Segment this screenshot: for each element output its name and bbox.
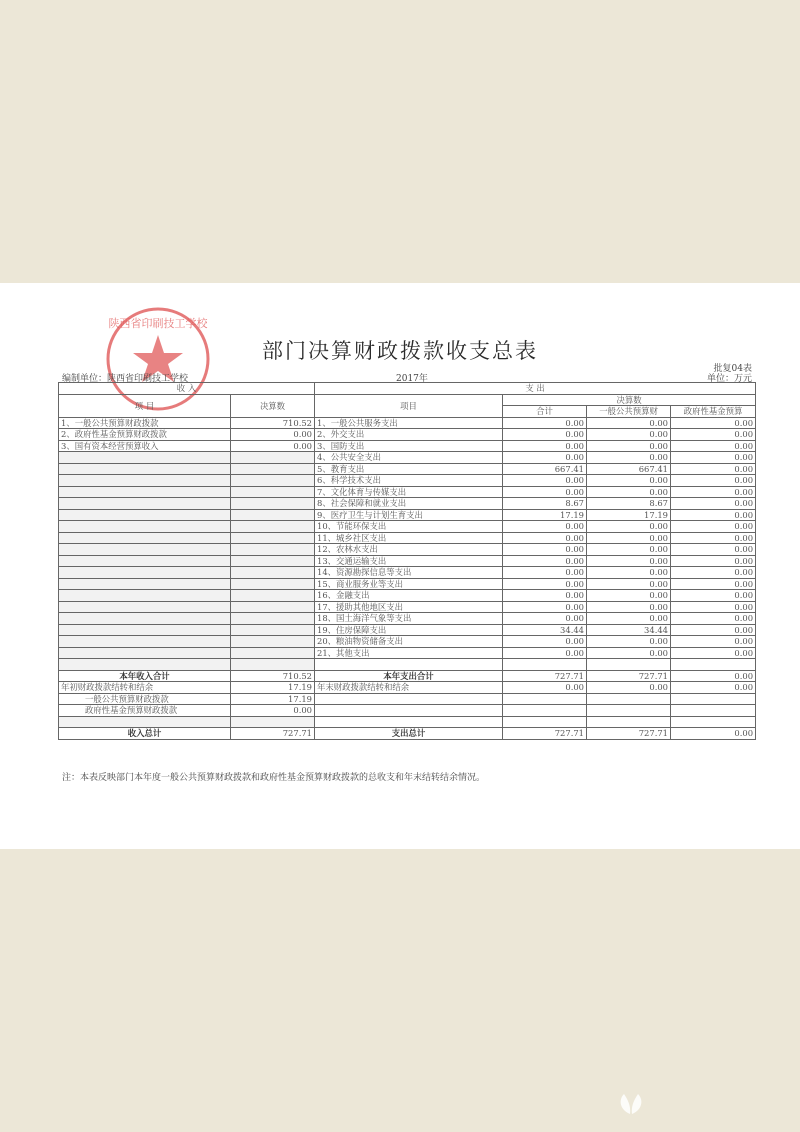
income-value-cell: 0.00 (231, 705, 315, 717)
expense-final-header: 决算数 (503, 394, 756, 406)
expense-fund-cell (671, 693, 756, 705)
expense-fund-cell: 0.00 (671, 463, 756, 475)
expense-total-cell: 0.00 (503, 682, 587, 694)
expense-item-cell (315, 705, 503, 717)
unit-label: 单位：万元 (706, 374, 752, 384)
income-item-cell (59, 567, 231, 579)
income-item-cell (59, 463, 231, 475)
table-row (59, 590, 756, 602)
income-value-cell (231, 555, 315, 567)
table-row (59, 567, 756, 579)
expense-fund-cell: 0.00 (671, 647, 756, 659)
expense-total-cell: 0.00 (503, 567, 587, 579)
watermark-leaf-icon (616, 1092, 646, 1116)
expense-general-cell: 0.00 (587, 647, 671, 659)
expense-fund-cell: 0.00 (671, 636, 756, 648)
income-value-cell: 0.00 (231, 429, 315, 441)
income-value-cell (231, 544, 315, 556)
income-item-cell (59, 659, 231, 671)
header-row-2 (59, 394, 756, 406)
income-value-cell: 710.52 (231, 670, 315, 682)
expense-fund-cell: 0.00 (671, 440, 756, 452)
expense-fund-cell: 0.00 (671, 578, 756, 590)
expense-general-cell: 0.00 (587, 601, 671, 613)
expense-general-cell: 0.00 (587, 590, 671, 602)
expense-general-cell (587, 693, 671, 705)
org-name: 编制单位：陕西省印刷技工学校 (62, 374, 189, 384)
expense-general-cell: 0.00 (587, 636, 671, 648)
expense-general-cell: 727.71 (587, 670, 671, 682)
footnote: 注：本表反映部门本年度一般公共预算财政拨款和政府性基金预算财政拨款的总收支和年末结转结余情况。 (62, 773, 486, 783)
expense-general-cell: 0.00 (587, 452, 671, 464)
table-row (59, 509, 756, 521)
expense-fund-cell (671, 659, 756, 671)
expense-item-cell: 21、其他支出 (315, 647, 503, 659)
expense-total-cell: 8.67 (503, 498, 587, 510)
expense-total-cell: 727.71 (503, 670, 587, 682)
income-item-cell (59, 601, 231, 613)
expense-general-cell: 0.00 (587, 475, 671, 487)
income-item-cell (59, 475, 231, 487)
expense-item-cell: 4、公共安全支出 (315, 452, 503, 464)
expense-total-cell: 0.00 (503, 590, 587, 602)
income-value-cell (231, 624, 315, 636)
income-item-cell (59, 509, 231, 521)
income-value-cell: 710.52 (231, 417, 315, 429)
income-value-cell (231, 613, 315, 625)
page-title: 部门决算财政拨款收支总表 (262, 339, 538, 363)
table-row (59, 613, 756, 625)
income-value-cell (231, 578, 315, 590)
income-value-cell (231, 716, 315, 728)
expense-item-cell (315, 693, 503, 705)
income-value-cell (231, 498, 315, 510)
expense-general-cell: 0.00 (587, 521, 671, 533)
income-value-cell (231, 452, 315, 464)
table-row (59, 417, 756, 429)
table-row (59, 682, 756, 694)
expense-item-cell: 1、一般公共服务支出 (315, 417, 503, 429)
income-value-cell (231, 509, 315, 521)
expense-fund-cell: 0.00 (671, 452, 756, 464)
expense-fund-cell: 0.00 (671, 486, 756, 498)
expense-fund-cell: 0.00 (671, 429, 756, 441)
income-value-cell (231, 647, 315, 659)
expense-total-cell: 0.00 (503, 429, 587, 441)
expense-total-cell: 0.00 (503, 452, 587, 464)
expense-item-cell: 6、科学技术支出 (315, 475, 503, 487)
table-row (59, 716, 756, 728)
income-item-cell: 1、一般公共预算财政拨款 (59, 417, 231, 429)
form-number: 批复04表 (713, 364, 752, 374)
expense-total-cell: 667.41 (503, 463, 587, 475)
fund-budget-header: 政府性基金预算 (671, 406, 756, 418)
income-item-cell (59, 452, 231, 464)
expense-fund-cell (671, 716, 756, 728)
income-value-cell: 17.19 (231, 682, 315, 694)
expense-fund-cell: 0.00 (671, 498, 756, 510)
table-row (59, 544, 756, 556)
expense-item-cell: 14、资源勘探信息等支出 (315, 567, 503, 579)
expense-general-cell: 0.00 (587, 613, 671, 625)
income-item-cell: 年初财政拨款结转和结余 (59, 682, 231, 694)
seal-text: 陕西省印刷技工学校 (108, 317, 208, 330)
income-item-cell (59, 486, 231, 498)
expense-total-cell: 0.00 (503, 417, 587, 429)
expense-item-cell: 11、城乡社区支出 (315, 532, 503, 544)
expense-total-cell: 727.71 (503, 728, 587, 740)
table-row (59, 555, 756, 567)
table-row (59, 532, 756, 544)
expense-fund-cell: 0.00 (671, 613, 756, 625)
expense-fund-cell: 0.00 (671, 521, 756, 533)
income-item-cell (59, 624, 231, 636)
income-item-cell (59, 521, 231, 533)
expense-fund-cell: 0.00 (671, 544, 756, 556)
table-row (59, 693, 756, 705)
expense-item-header: 项目 (315, 394, 503, 417)
table-row (59, 521, 756, 533)
expense-general-cell: 0.00 (587, 578, 671, 590)
expense-total-cell: 0.00 (503, 578, 587, 590)
expense-general-cell: 0.00 (587, 682, 671, 694)
income-value-cell (231, 590, 315, 602)
income-item-cell (59, 555, 231, 567)
expense-total-cell: 0.00 (503, 601, 587, 613)
income-value-cell: 0.00 (231, 440, 315, 452)
income-value-cell: 727.71 (231, 728, 315, 740)
table-row (59, 463, 756, 475)
table-row (59, 670, 756, 682)
expense-general-cell: 727.71 (587, 728, 671, 740)
expense-general-cell (587, 705, 671, 717)
income-value-cell (231, 567, 315, 579)
expense-total-cell: 34.44 (503, 624, 587, 636)
income-item-cell (59, 636, 231, 648)
income-item-cell (59, 498, 231, 510)
income-item-cell: 政府性基金预算财政拨款 (59, 705, 231, 717)
report-year: 2017年 (396, 374, 428, 384)
expense-general-cell: 0.00 (587, 532, 671, 544)
expense-general-cell: 0.00 (587, 440, 671, 452)
expense-total-cell: 0.00 (503, 613, 587, 625)
expense-item-cell: 本年支出合计 (315, 670, 503, 682)
expense-total-cell (503, 659, 587, 671)
expense-total-cell: 0.00 (503, 636, 587, 648)
income-item-cell (59, 544, 231, 556)
table-row (59, 728, 756, 740)
income-value-cell (231, 601, 315, 613)
table-row (59, 452, 756, 464)
table-row (59, 624, 756, 636)
expense-fund-cell: 0.00 (671, 532, 756, 544)
expense-item-cell: 3、国防支出 (315, 440, 503, 452)
income-item-cell (59, 613, 231, 625)
expense-total-cell (503, 693, 587, 705)
general-budget-header: 一般公共预算财 (587, 406, 671, 418)
table-row (59, 440, 756, 452)
expense-general-cell: 17.19 (587, 509, 671, 521)
income-final-header: 决算数 (231, 394, 315, 417)
income-item-cell: 2、政府性基金预算财政拨款 (59, 429, 231, 441)
expense-general-cell: 0.00 (587, 486, 671, 498)
expense-item-cell: 18、国土海洋气象等支出 (315, 613, 503, 625)
income-item-cell: 一般公共预算财政拨款 (59, 693, 231, 705)
expense-item-cell: 19、住房保障支出 (315, 624, 503, 636)
expense-general-cell: 667.41 (587, 463, 671, 475)
expense-total-cell: 0.00 (503, 647, 587, 659)
table-row (59, 475, 756, 487)
expense-item-cell: 支出总计 (315, 728, 503, 740)
expense-total-cell (503, 716, 587, 728)
income-item-cell: 3、国有资本经营预算收入 (59, 440, 231, 452)
expense-item-cell: 13、交通运输支出 (315, 555, 503, 567)
expense-item-cell (315, 659, 503, 671)
expense-total-cell: 0.00 (503, 440, 587, 452)
expense-total-cell: 0.00 (503, 532, 587, 544)
expense-fund-cell: 0.00 (671, 670, 756, 682)
expense-general-cell: 0.00 (587, 429, 671, 441)
income-value-cell: 17.19 (231, 693, 315, 705)
expense-item-cell: 8、社会保障和就业支出 (315, 498, 503, 510)
table-row (59, 486, 756, 498)
income-value-cell (231, 486, 315, 498)
expense-fund-cell: 0.00 (671, 417, 756, 429)
expense-item-cell: 10、节能环保支出 (315, 521, 503, 533)
expense-fund-cell: 0.00 (671, 601, 756, 613)
income-item-header: 项 目 (59, 394, 231, 417)
expense-general-cell: 0.00 (587, 555, 671, 567)
table-row (59, 578, 756, 590)
income-item-cell: 本年收入合计 (59, 670, 231, 682)
expense-fund-cell: 0.00 (671, 728, 756, 740)
expense-fund-cell (671, 705, 756, 717)
expense-general-cell: 8.67 (587, 498, 671, 510)
income-item-cell (59, 578, 231, 590)
table-row (59, 429, 756, 441)
expense-item-cell: 16、金融支出 (315, 590, 503, 602)
expense-general-cell: 34.44 (587, 624, 671, 636)
total-header: 合计 (503, 406, 587, 418)
finance-summary-table (58, 382, 756, 740)
expense-item-cell (315, 716, 503, 728)
expense-item-cell: 17、援助其他地区支出 (315, 601, 503, 613)
income-value-cell (231, 636, 315, 648)
expense-fund-cell: 0.00 (671, 682, 756, 694)
expense-fund-cell: 0.00 (671, 624, 756, 636)
expense-item-cell: 20、粮油物资储备支出 (315, 636, 503, 648)
expense-total-cell: 0.00 (503, 475, 587, 487)
income-item-cell (59, 647, 231, 659)
income-value-cell (231, 659, 315, 671)
expense-fund-cell: 0.00 (671, 590, 756, 602)
expense-total-cell: 0.00 (503, 486, 587, 498)
income-item-cell (59, 590, 231, 602)
table-row (59, 705, 756, 717)
expense-total-cell (503, 705, 587, 717)
expense-general-cell (587, 716, 671, 728)
income-item-cell (59, 716, 231, 728)
expense-total-cell: 0.00 (503, 544, 587, 556)
expense-general-cell: 0.00 (587, 567, 671, 579)
expense-item-cell: 年末财政拨款结转和结余 (315, 682, 503, 694)
expense-fund-cell: 0.00 (671, 509, 756, 521)
table-row (59, 659, 756, 671)
income-value-cell (231, 463, 315, 475)
table-row (59, 601, 756, 613)
expense-item-cell: 5、教育支出 (315, 463, 503, 475)
income-value-cell (231, 532, 315, 544)
income-item-cell (59, 532, 231, 544)
expense-fund-cell: 0.00 (671, 555, 756, 567)
expense-total-cell: 0.00 (503, 555, 587, 567)
expense-item-cell: 2、外交支出 (315, 429, 503, 441)
expense-item-cell: 9、医疗卫生与计划生育支出 (315, 509, 503, 521)
document-page (0, 283, 800, 849)
expense-total-cell: 0.00 (503, 521, 587, 533)
table-row (59, 498, 756, 510)
header-row-1 (59, 383, 756, 395)
expense-header: 支 出 (315, 383, 756, 395)
expense-item-cell: 12、农林水支出 (315, 544, 503, 556)
income-item-cell: 收入总计 (59, 728, 231, 740)
table-row (59, 647, 756, 659)
expense-total-cell: 17.19 (503, 509, 587, 521)
expense-general-cell: 0.00 (587, 417, 671, 429)
income-value-cell (231, 475, 315, 487)
expense-item-cell: 15、商业服务业等支出 (315, 578, 503, 590)
table-row (59, 636, 756, 648)
expense-general-cell (587, 659, 671, 671)
income-value-cell (231, 521, 315, 533)
expense-fund-cell: 0.00 (671, 475, 756, 487)
expense-item-cell: 7、文化体育与传媒支出 (315, 486, 503, 498)
expense-fund-cell: 0.00 (671, 567, 756, 579)
expense-general-cell: 0.00 (587, 544, 671, 556)
income-header: 收 入 (59, 383, 315, 395)
